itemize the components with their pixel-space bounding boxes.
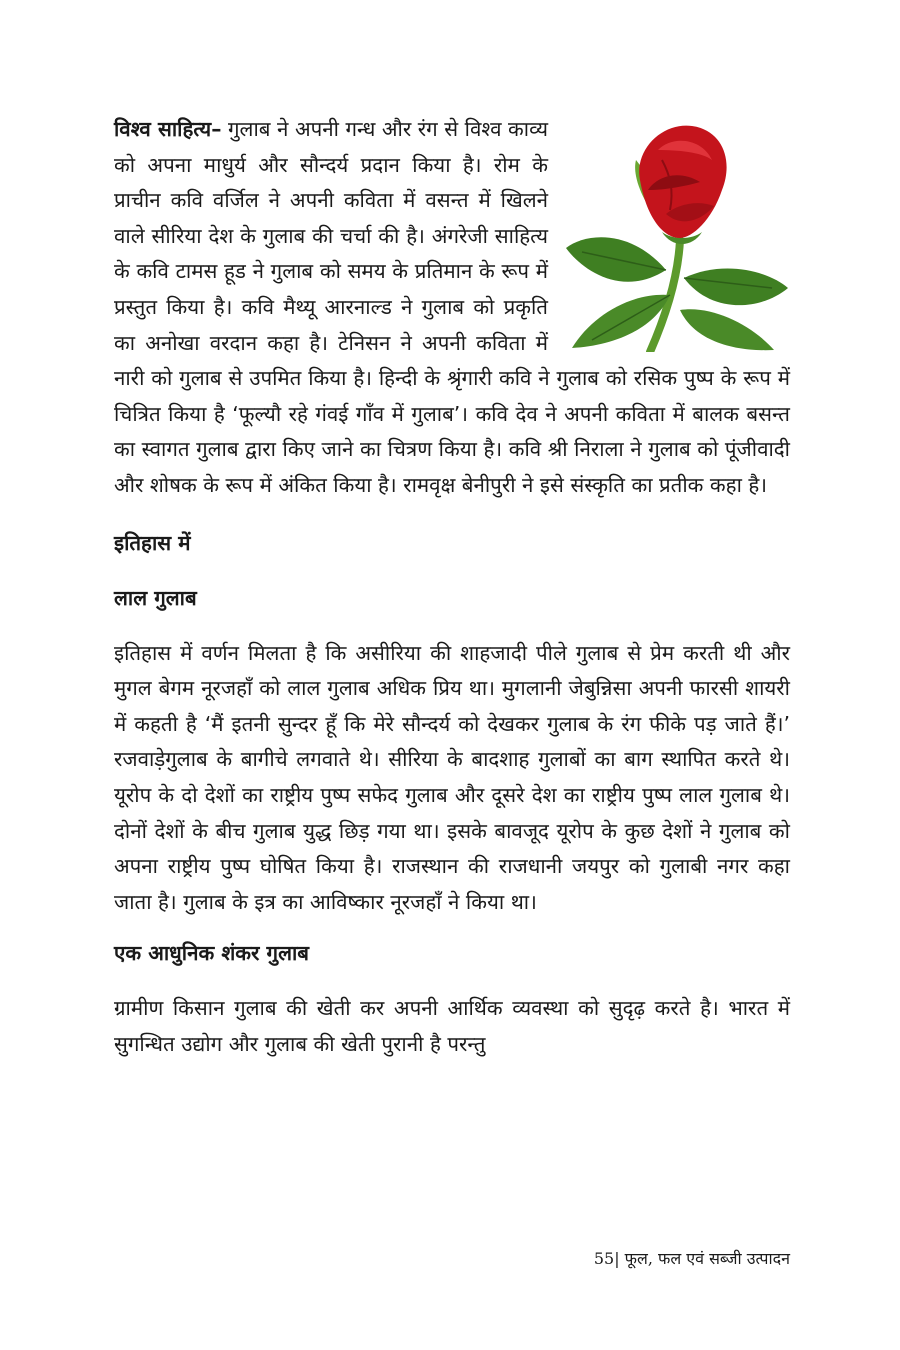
heading-red-rose: लाल गुलाब <box>114 585 197 610</box>
red-rose-image <box>562 120 790 352</box>
world-literature-lead: विश्व साहित्य– <box>114 117 222 141</box>
heading-history: इतिहास में <box>114 530 191 555</box>
hybrid-rose-paragraph: ग्रामीण किसान गुलाब की खेती कर अपनी आर्थिक व्यवस्था को सुदृढ़ करते है। भारत में सुगन्धित उद्योग और गुलाब की खेती पुरानी है परन्तु <box>114 996 790 1056</box>
red-rose-paragraph: इतिहास में वर्णन मिलता है कि असीरिया की शाहजादी पीले गुलाब से प्रेम करती थी और मुगल बेगम नूरजहाँ को लाल गुलाब अधिक प्रिय था। मुगलानी जेबुन्निसा अपनी फारसी शायरी में कहती है ‘मैं इतनी सुन्दर हूँ कि मेरे सौन्दर्य को देखकर गुलाब के रंग फीके पड़ जाते हैं।’ रजवाड़ेगुलाब के बागीचे लगवाते थे। सीरिया के बादशाह गुलाबों का बाग स्थापित करते थे।यूरोप के दो देशों का राष्ट्रीय पुष्प सफेद गुलाब और दूसरे देश का राष्ट्रीय पुष्प लाल गुलाब थे। दोनों देशों के बीच गुलाब युद्ध छिड़ गया था। इसके बावजूद यूरोप के कुछ देशों ने गुलाब को अपना राष्ट्रीय पुष्प घोषित किया है। राजस्थान की राजधानी जयपुर को गुलाबी नगर कहा जाता है। गुलाब के इत्र का आविष्कार नूरजहाँ ने किया था। <box>114 640 790 914</box>
world-literature-text: गुलाब ने अपनी गन्ध और रंग से विश्व काव्य को अपना माधुर्य और सौन्दर्य प्रदान किया है। रोम के प्राचीन कवि वर्जिल ने अपनी कविता में वसन्त में खिलने वाले सीरिया देश के गुलाब की चर्चा की है। अंगरेजी साहित्य के कवि टामस हूड ने गुलाब को समय के प्रतिमान के रूप में प्रस्तुत किया है। कवि मैथ्यू आरनाल्ड ने गुलाब को प्रकृति का अनोखा वरदान कहा है। टेनिसन ने अपनी कविता में नारी को गुलाब से उपमित किया है। हिन्दी के श्रृंगारी कवि ने गुलाब को रसिक पुष्प के रूप में चित्रित किया है ‘फूल्यौ रहे गंवई गाँव में गुलाब’। कवि देव ने अपनी कविता में बालक बसन्त का स्वागत गुलाब द्वारा किए जाने का चित्रण किया है। कवि श्री निराला ने गुलाब को पूंजीवादी और शोषक के रूप में अंकित किया है। रामवृक्ष बेनीपुरी ने इसे संस्कृति का प्रतीक कहा है। <box>114 117 790 497</box>
heading-hybrid-rose: एक आधुनिक शंकर गुलाब <box>114 941 310 966</box>
page-content <box>114 112 790 1062</box>
page-footer: 55| फूल, फल एवं सब्जी उत्पादन <box>593 1249 790 1268</box>
